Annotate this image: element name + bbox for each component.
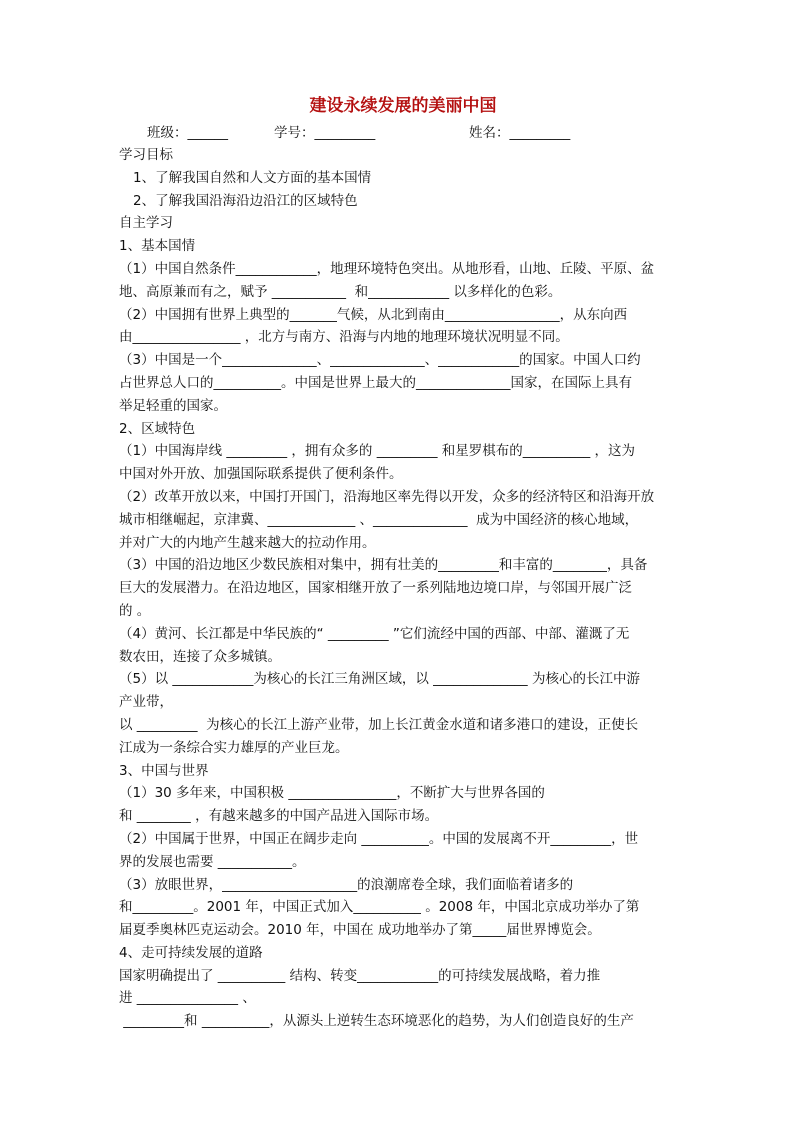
text-line: （1）中国自然条件____________，地理环境特色突出。从地形看，山地、丘陵、平原、盆 <box>119 260 655 277</box>
objective-item: 1、了解我国自然和人文方面的基本国情 <box>133 169 372 186</box>
text-line: 国家明确提出了 __________ 结构、转变____________的可持续发展战略，着力推 <box>119 967 601 984</box>
section-heading: 学习目标 <box>119 147 173 163</box>
text-line: 界的发展也需要 ___________。 <box>119 853 306 870</box>
text-line: 地、高原兼而有之，赋予 ___________ 和____________ 以多样化的色彩。 <box>119 283 562 300</box>
text-line: （2）中国拥有世界上典型的_______气候，从北到南由_________________，从东向西 <box>119 306 628 323</box>
text-line: （1）中国海岸线 _________ ，拥有众多的 _________ 和星罗棋布的__________ ，这为 <box>119 443 636 460</box>
text-line: （3）放眼世界，____________________的浪潮席卷全球，我们面临着诸多的 <box>119 876 574 893</box>
text-line: 以 _________ 为核心的长江上游产业带，加上长江黄金水道和诸多港口的建设，正使长 <box>119 716 639 733</box>
student-name-field: 姓名：_________ <box>469 125 571 141</box>
subsection-heading: 3、中国与世界 <box>119 762 209 779</box>
text-line: （3）中国是一个______________、______________、____________的国家。中国人口约 <box>119 352 641 369</box>
student-number-field: 学号：_________ <box>274 125 376 141</box>
text-line: 城市相继崛起，京津冀、_____________ 、______________ 成为中国经济的核心地域， <box>119 511 639 528</box>
text-line: （3）中国的沿边地区少数民族相对集中，拥有壮美的_________和丰富的________，具备 <box>119 557 648 574</box>
objective-item: 2、了解我国沿海沿边沿江的区域特色 <box>133 192 358 209</box>
text-line: 中国对外开放、加强国际联系提供了便利条件。 <box>119 466 403 483</box>
text-line: 届夏季奥林匹克运动会。2010 年，中国在 成功地举办了第_____届世界博览会。 <box>119 922 601 939</box>
text-line: 和_________。2001 年，中国正式加入__________ 。2008 年，中国北京成功举办了第 <box>119 899 640 916</box>
text-line: （5）以 ____________为核心的长江三角洲区域，以 ______________ 为核心的长江中游 <box>119 671 640 688</box>
text-line: （1）30 多年来，中国积极 ________________，不断扩大与世界各国的 <box>119 785 545 802</box>
text-line: 的 。 <box>119 602 151 619</box>
text-line: （2）中国属于世界，中国正在阔步走向 __________。中国的发展离不开_________，世 <box>119 830 639 847</box>
text-line: 和 ________ ，有越来越多的中国产品进入国际市场。 <box>119 808 439 825</box>
text-line: 产业带， <box>119 694 173 711</box>
student-info-row <box>119 122 679 144</box>
class-field: 班级：______ <box>147 125 228 141</box>
text-line: 举足轻重的国家。 <box>119 397 227 414</box>
text-line: （2）改革开放以来，中国打开国门，沿海地区率先得以开发，众多的经济特区和沿海开放 <box>119 488 655 505</box>
text-line: 占世界总人口的__________。中国是世界上最大的______________国家，在国际上具有 <box>119 374 632 391</box>
text-line: （4）黄河、长江都是中华民族的“ _________ ”它们流经中国的西部、中部、灌溉了无 <box>119 625 630 642</box>
text-line: 巨大的发展潜力。在沿边地区，国家相继开放了一系列陆地边境口岸，与邻国开展广泛 <box>119 580 632 597</box>
section-heading: 自主学习 <box>119 215 173 232</box>
subsection-heading: 4、走可持续发展的道路 <box>119 944 263 961</box>
text-line: 并对广大的内地产生越来越大的拉动作用。 <box>119 534 376 551</box>
subsection-heading: 1、基本国情 <box>119 238 196 255</box>
text-line: 由________________ ，北方与南方、沿海与内地的地理环境状况明显不同。 <box>119 329 569 346</box>
worksheet-page <box>119 94 679 1033</box>
subsection-heading: 2、区域特色 <box>119 420 196 437</box>
page-title: 建设永续发展的美丽中国 <box>309 96 497 116</box>
text-line: 数农田，连接了众多城镇。 <box>119 648 281 665</box>
text-line: _________和 __________，从源头上逆转生态环境恶化的趋势，为人们创造良好的生产 <box>119 1013 634 1030</box>
text-line: 江成为一条综合实力雄厚的产业巨龙。 <box>119 739 349 756</box>
text-line: 进 _______________ 、 <box>119 990 256 1007</box>
